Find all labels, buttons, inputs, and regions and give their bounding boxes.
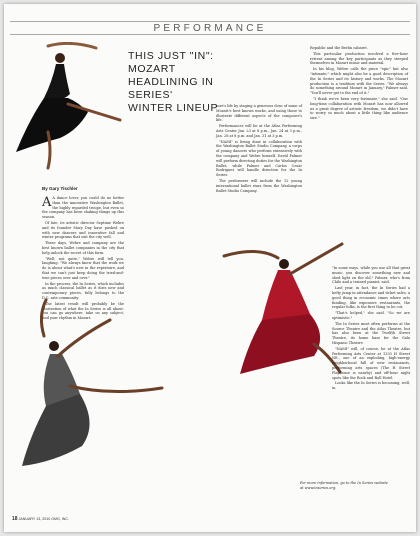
paragraph: Performances will be at the Atlas Performing Arts Center Jan. 23 at 8 p.m., Jan. 24 at 3 p.m., Jan. 28 at 8 p.m. and Jan. 31 at 3 p.m.: [216, 124, 302, 138]
magazine-page: [4, 4, 416, 532]
paragraph: In the process, the In Series, which includes as much classical ballet as it does new and contemporary pieces, fully belongs to the D.C. arts community.: [42, 281, 124, 300]
paragraph: "In some ways, while you use all that great music, you discover something new and shed light on the old," Palmer, who's from Chile and a trained pianist, said.: [332, 266, 410, 285]
paragraph: Republic and the Berlin cabaret.: [310, 46, 368, 50]
drop-cap: A: [42, 195, 52, 210]
paragraph: The performers will include the 12 young international ballet stars from the Washington Ballet Studio Company.: [216, 178, 302, 193]
paragraph: "I think we've been very fortunate," she said. "Our long-time collaboration with Mozart has now allowed us a great degree of artistic freedom, we didn't have to worry so much about a little thing like audience size.": [310, 96, 408, 121]
section-title: PERFORMANCE: [153, 23, 267, 34]
paragraph: "NAMI" is being done in collaboration with the Washington Ballet Studio Company, a corps of young dancers who perform extensively with the company and Webre himself. David Palmer will perform directing duties for the Washington Ballet, while Palmer and Carlos Cesar Rodriguez will handle direction for the In Series.: [216, 139, 303, 178]
paragraph: The latest result will probably be the illustration of what the In Series is all about: you can go anywhere, take on any subject, find your rhythm in Mozart.: [42, 301, 124, 321]
paragraph: "Well, not quite," Webre will tell you, laughing. "We always knew that the work we do is about what's new in the repertoire, and that we can't just keep doing the tried-and-true pieces over and over.": [42, 256, 124, 280]
paragraph: This particular production involved a five-hour retreat among the key participants as they steeped themselves in Mozart music and material.: [310, 51, 408, 66]
article-column-3: [310, 46, 408, 122]
dancer-photo-bottom: [10, 296, 170, 476]
paragraph: These days, Webre and company are the best known ballet companies in the city that help unlock the secret of this form.: [42, 241, 124, 255]
headline-line-3: WINTER LINEUP: [128, 102, 219, 114]
headline-line-2: HEADLINING IN SERIES': [128, 76, 214, 101]
issue-date: JANUARY 13, 2010 GMG, INC.: [18, 517, 69, 521]
paragraph: Last year, in fact, the In Series had a hefty jump in attendance and ticket sales, a good thing in economic times where arts funding, like expensive restaurants, the regular folks, is the first thing to be cut.: [332, 286, 410, 310]
dancer-photo-top: [8, 42, 128, 172]
paragraph: ture's life by staging a generous dose of some of Mozart's best known works, and using those to illustrate different aspects of the composer's life.: [216, 104, 303, 123]
section-header: [10, 21, 410, 35]
paragraph: Looks like the In Series is becoming, well, in.: [332, 381, 410, 391]
headline-line-1: THIS JUST "IN": MOZART: [128, 50, 214, 75]
paragraph-lead: A A dance lover, you could do no better than the innovative Washington Ballet, the highly regarded troupe, but even so the company has been shaking things up this season.: [42, 195, 124, 220]
paragraph: In his blog, Webre calls the piece "epic" but also "intimate," which might also be a good description of the In Series and its history and works. The Mozart production is a tradition with the Series. "We always do something around Mozart in January," Palmer said. "You'll never get to the end of it.": [310, 67, 408, 96]
paragraph: "NAMI" will, of course, be at the Atlas Performing Arts Center at 1333 H Street NE., one of an exploding, high-energy neighborhood full of new restaurants, performing arts spaces (The H Street Playhouse is nearby) and off-hour night spots like the Rock and Roll Hotel.: [332, 346, 410, 380]
paragraph: Of late, its artistic director Septime Webre and its founder Mary Day have pushed on with new dancers and innovative fall and winter programs that suit the city well.: [42, 220, 124, 240]
end-note: For more information, go to the In Series website at www.inseries.org.: [300, 481, 389, 490]
paragraph: The In Series most often performs at the Source Theatre and the Atlas Theatre, but has also been at the Twelfth Street Theatre, its home base for the Gala Hispanic Theatre.: [332, 321, 410, 345]
page-number: 18: [12, 516, 18, 522]
paragraph: "That's helped," she said. "So we are optimistic.": [332, 311, 410, 320]
dancer-photo-red: [218, 224, 348, 384]
byline: By Gary Tischler: [42, 186, 78, 191]
article-column-4: [332, 266, 410, 392]
page-footer: [12, 516, 69, 522]
article-column-2: [216, 104, 302, 194]
